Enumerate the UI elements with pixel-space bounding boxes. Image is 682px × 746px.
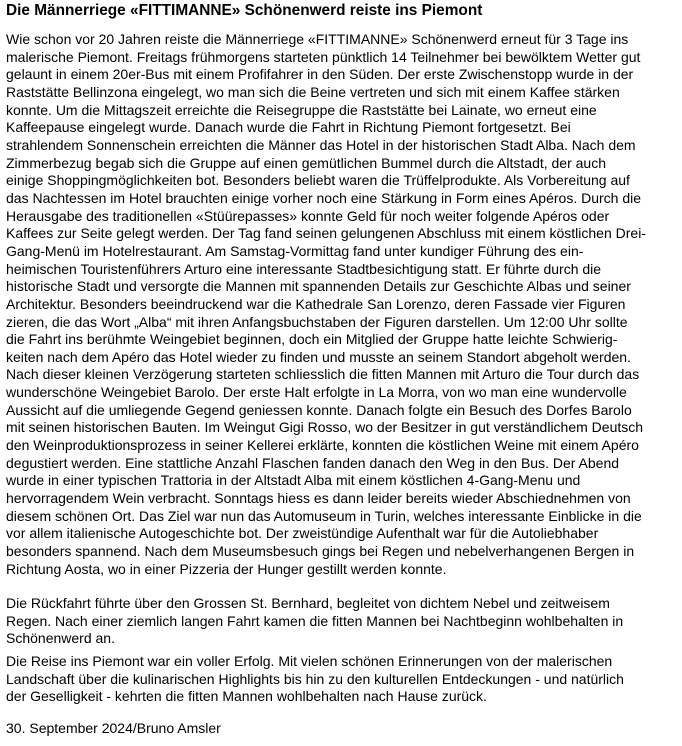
text-line: Wie schon vor 20 Jahren reiste die Männerriege «FITTIMANNE» Schönenwerd erneut für 3 Tage ins <box>6 31 629 47</box>
text-line: der Geselligkeit - kehrten die fitten Mannen wohlbehalten nach Hause zurück. <box>6 688 487 705</box>
text-line: den Weinproduktionsprozess in seiner Kellerei erklärte, konnten die köstlichen Weine mit einem Apéro <box>6 437 639 454</box>
text-line: Regen. Nach einer ziemlich langen Fahrt kamen die fitten Mannen bei Nachtbeginn wohlbehalten in <box>6 612 624 629</box>
article-footer-date-author: 30. September 2024/Bruno Amsler <box>6 720 221 736</box>
text-line: Kaffees zur Seite gelegt werden. Der Tag fand seinen gelungenen Abschluss mit einem köstlichen Drei- <box>6 225 646 242</box>
text-line: Richtung Aosta, wo in einer Pizzeria der Hunger gestillt werden konnte. <box>6 560 447 577</box>
article-paragraph-1 <box>6 31 678 578</box>
article-paragraph-3 <box>6 653 678 706</box>
text-line: Landschaft über die kulinarischen Highlights bis hin zu den kulturellen Entdeckungen - und natürlich <box>6 670 624 687</box>
text-line: heimischen Touristenführers Arturo eine interessante Stadtbesichtigung statt. Er führte durch die <box>6 260 602 277</box>
text-line: keiten nach dem Apéro das Hotel wieder zu finden und musste an seinem Standort abgeholt werden. <box>6 348 631 365</box>
text-line: konnte. Um die Mittagszeit erreichte die Reisegruppe die Raststätte bei Lainate, wo erneut eine <box>6 101 597 118</box>
text-line: Die Reise ins Piemont war ein voller Erfolg. Mit vielen schönen Erinnerungen von der malerischen <box>6 653 613 669</box>
text-line: Raststätte Bellinzona eingelegt, wo man sich die Beine vertreten und sich mit einem Kaffee stärken <box>6 83 620 100</box>
text-line: Kaffeepause eingelegt wurde. Danach wurde die Fahrt in Richtung Piemont fortgesetzt. Bei <box>6 119 571 136</box>
text-line: das Nachtessen im Hotel brauchten einige vorher noch eine Stärkung in Form eines Apéros. Durch die <box>6 189 642 206</box>
text-line: einige Shoppingmöglichkeiten bot. Besonders beliebt waren die Trüffelprodukte. Als Vorbereitung auf <box>6 172 630 189</box>
article-paragraph-2 <box>6 595 678 648</box>
text-line: Aussicht auf die umliegende Gegend geniessen konnte. Danach folgte ein Besuch des Dorfes Barolo <box>6 401 632 418</box>
text-line: malerische Piemont. Freitags frühmorgens starteten pünktlich 14 Teilnehmer bei bewölktem Wetter gut <box>6 48 641 65</box>
text-line: historische Stadt und versorgte die Mannen mit spannenden Details zur Geschichte Albas und seiner <box>6 278 631 295</box>
text-line: diesem schönen Ort. Das Ziel war nun das Automuseum in Turin, welches interessante Einblicke in die <box>6 507 642 524</box>
text-line: Schönenwerd an. <box>6 630 115 647</box>
text-line: Zimmerbezug begab sich die Gruppe auf einen gemütlichen Bummel durch die Altstadt, der auch <box>6 154 607 171</box>
text-line: wurde in einer typischen Trattoria in der Altstadt Alba mit einem köstlichen 4-Gang-Menu und <box>6 472 581 489</box>
text-line: gelaunt in einem 20er-Bus mit einem Profifahrer in den Süden. Der erste Zwischenstopp wurde in der <box>6 66 634 83</box>
text-line: mit seinen historischen Bauten. Im Weingut Gigi Rosso, wo der Besitzer in gut verständlichem Deutsch <box>6 419 644 436</box>
text-line: Herausgabe des traditionellen «Stüürepasses» konnte Geld für noch weiter folgende Apéros oder <box>6 207 610 224</box>
text-line: degustiert werden. Eine stattliche Anzahl Flaschen fanden danach den Weg in den Bus. Der Abend <box>6 454 620 471</box>
text-line: hervorragendem Wein verbracht. Sonntags hiess es dann leider bereits wieder Abschiednehmen von <box>6 490 631 507</box>
text-line: vor allem italienische Autogeschichte bot. Der zweistündige Aufenthalt war für die Autoliebhaber <box>6 525 599 542</box>
text-line: strahlendem Sonnenschein erreichten die Männer das Hotel in der historischen Stadt Alba. Nach dem <box>6 136 636 153</box>
text-line: Nach dieser kleinen Verzögerung starteten schliesslich die fitten Mannen mit Arturo die Tour durch das <box>6 366 640 383</box>
text-line: Gang-Menü im Hotelrestaurant. Am Samstag-Vormittag fand unter kundiger Führung des ein- <box>6 242 584 259</box>
text-line: besonders spannend. Nach dem Museumsbesuch gings bei Regen und nebelverhangenen Bergen in <box>6 543 635 560</box>
text-line: Architektur. Besonders beeindruckend war die Kathedrale San Lorenzo, deren Fassade vier Figuren <box>6 295 626 312</box>
article-title: Die Männerriege «FITTIMANNE» Schönenwerd reiste ins Piemont <box>6 2 483 19</box>
text-line: die Fahrt ins berühmte Weingebiet beginnen, doch ein Mitglied der Gruppe hatte leichte Schwierig- <box>6 331 618 348</box>
text-line: Die Rückfahrt führte über den Grossen St. Bernhard, begleitet von dichtem Nebel und zeitweisem <box>6 595 610 611</box>
text-line: zieren, die das Wort „Alba“ mit ihren Anfangsbuchstaben der Figuren darstellen. Um 12:00 Uhr sollte <box>6 313 628 330</box>
text-line: wunderschöne Weingebiet Barolo. Der erste Halt erfolgte in La Morra, von wo man eine wundervolle <box>6 384 627 401</box>
